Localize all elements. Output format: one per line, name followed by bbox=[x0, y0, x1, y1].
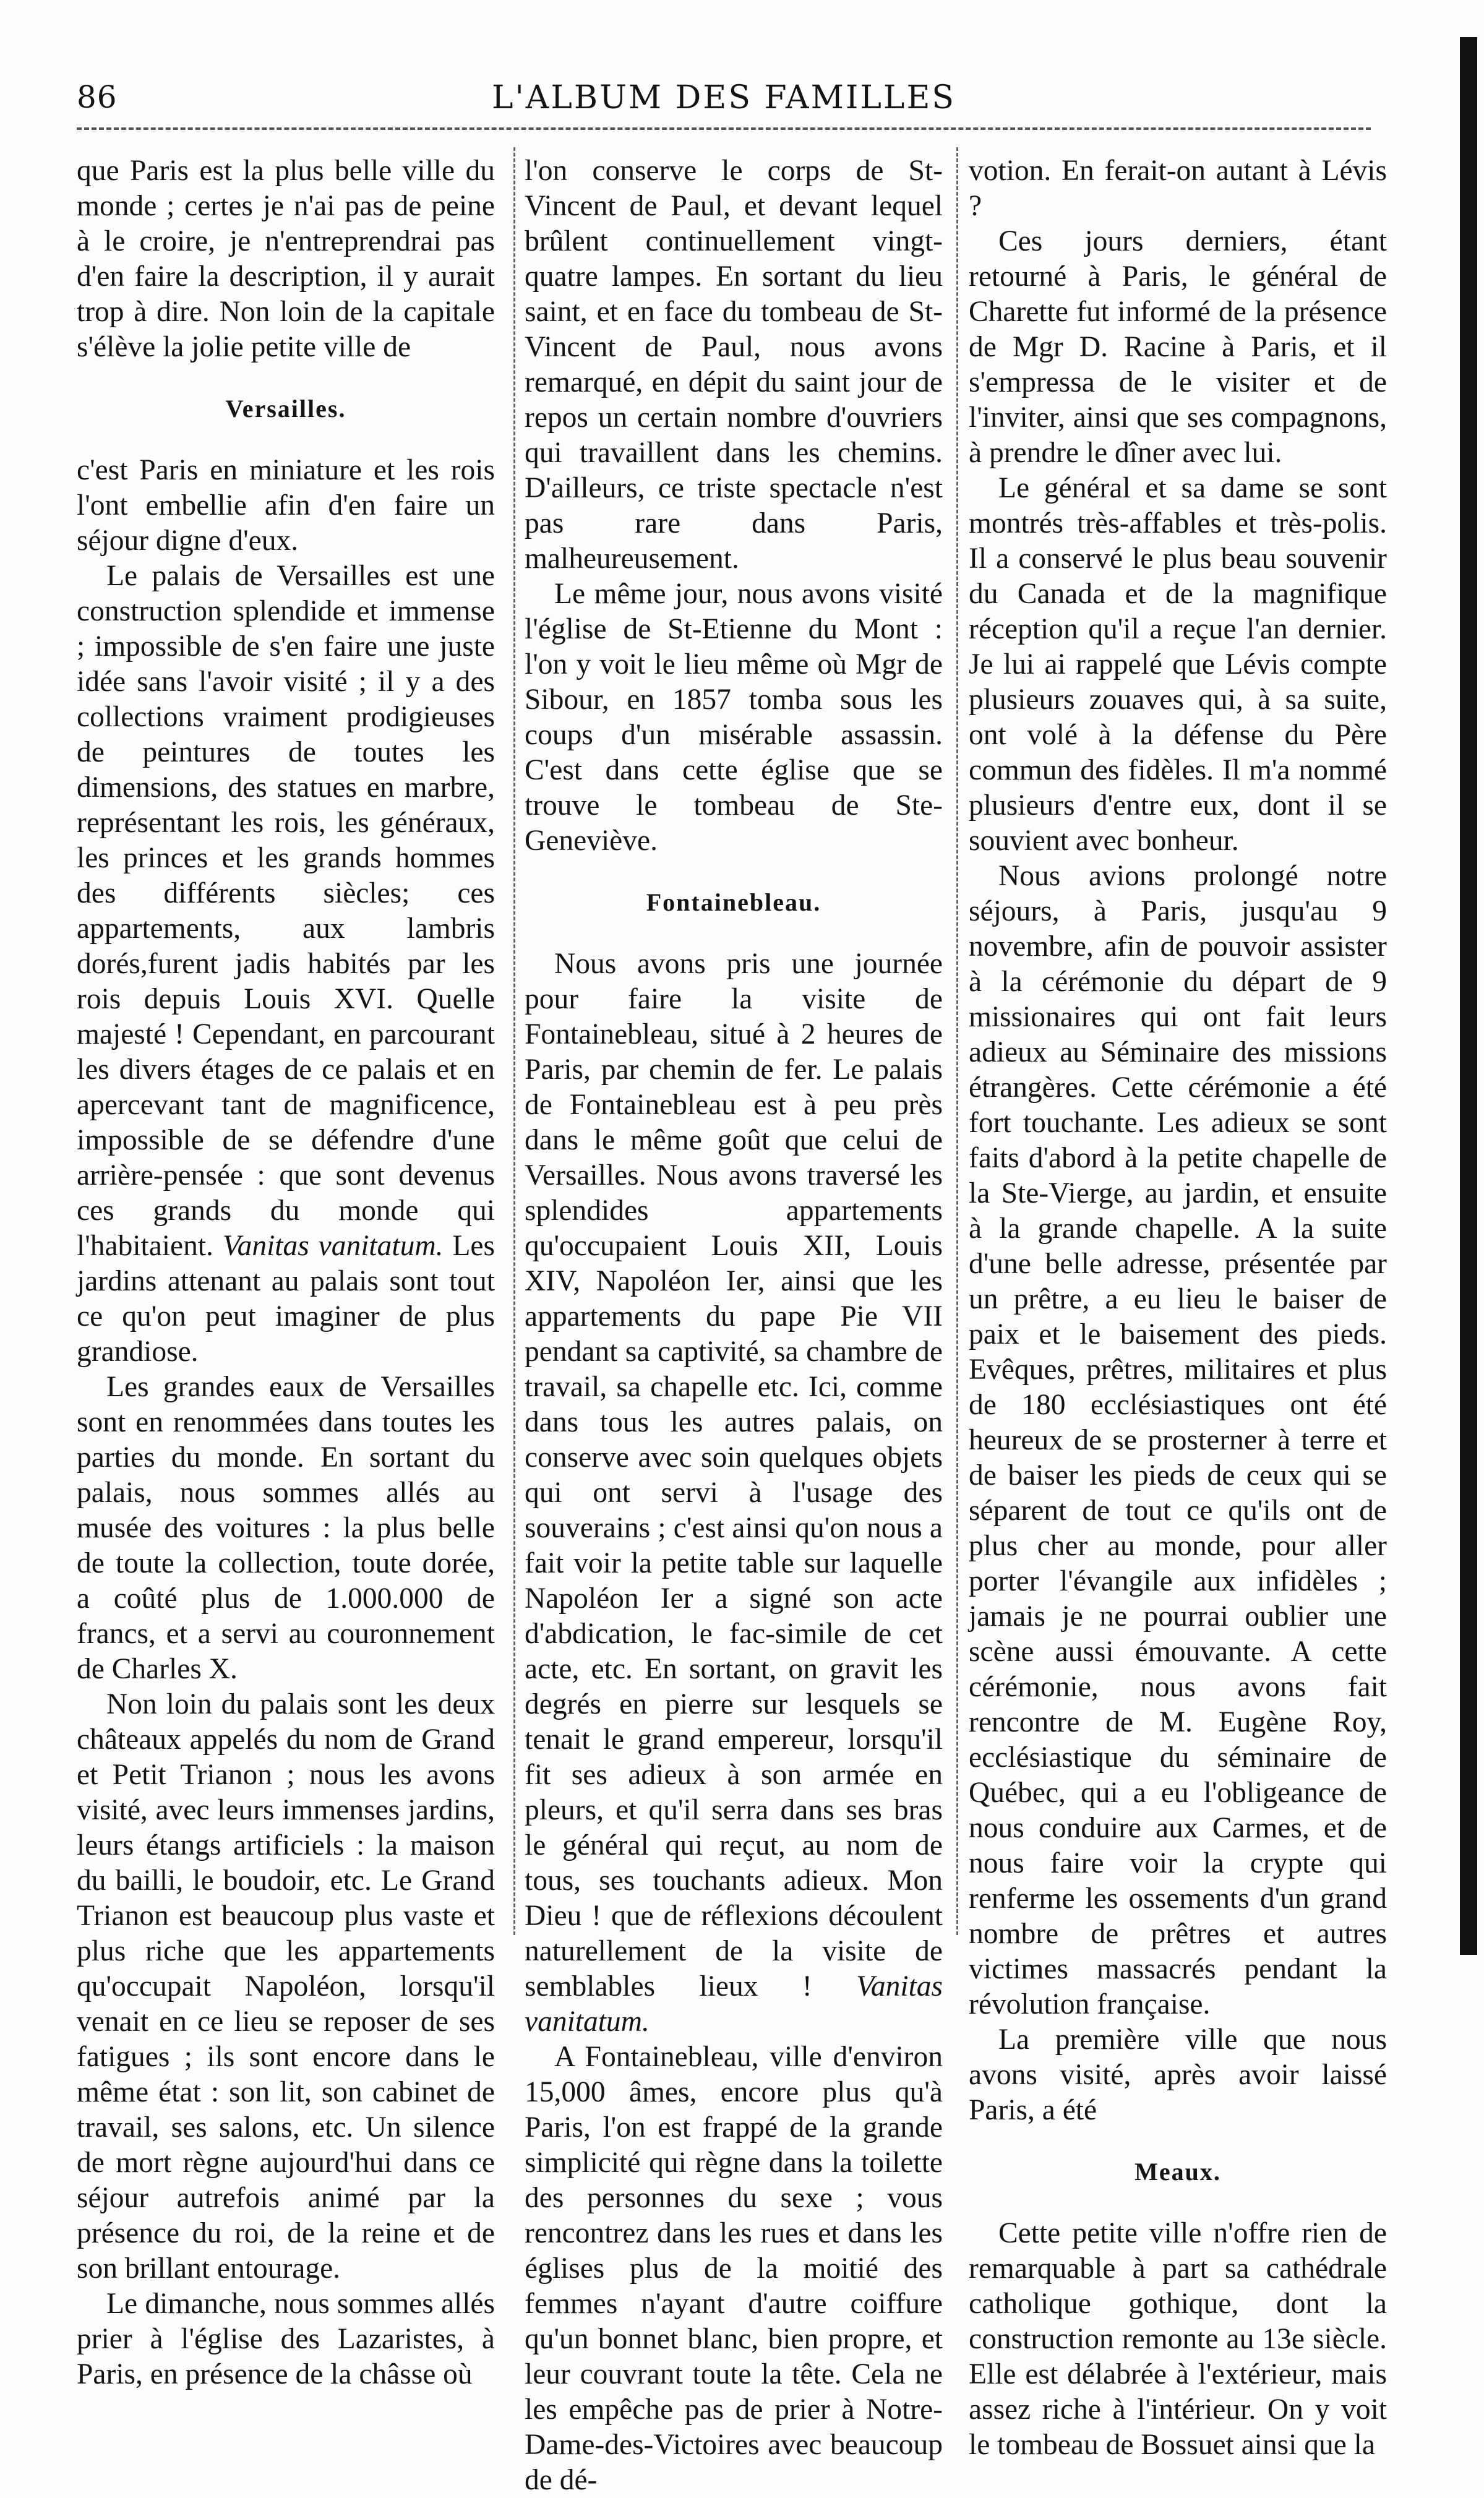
paragraph-text: Les jardins attenant au palais sont tout ce qu'on peut imaginer de plus grandiose. bbox=[77, 1230, 495, 1368]
latin-phrase: Vanitas vanitatum. bbox=[222, 1230, 444, 1262]
paragraph: l'on conserve le corps de St-Vincent de Paul, et devant lequel brûlent continuellement vingt-quatre lampes. En sortant du lieu saint, et en face du tombeau de St-Vincent de Paul, nous avons remarqué, en dépit du saint jour de repos un certain nombre d'ouvriers qui travaillent dans les chemins. D'ailleurs, ce triste spectacle n'est pas rare dans Paris, malheureusement. bbox=[525, 155, 943, 575]
paragraph: A Fontainebleau, ville d'environ 15,000 âmes, encore plus qu'à Paris, l'on est frappé de la grande simplicité qui règne dans la toilette des personnes du sexe ; vous rencontrez dans les rues et dans les églises plus de la moitié des femmes n'ayant d'autre coiffure qu'un bonnet blanc, bien propre, et leur couvrant toute la tête. Cela ne les empêche pas de prier à Notre-Dame-des-Victoires avec beaucoup de dé- bbox=[525, 2041, 943, 2496]
column-separator bbox=[956, 147, 958, 1935]
paragraph: Ces jours derniers, étant retourné à Paris, le général de Charette fut informé de la présence de Mgr D. Racine à Paris, et il s'empressa de le visiter et de l'inviter, ainsi que ses compagnons, à prendre le dîner avec lui. bbox=[969, 225, 1387, 469]
column-3 bbox=[969, 153, 1387, 2461]
column-2 bbox=[525, 153, 943, 2496]
section-heading-versailles: Versailles. bbox=[225, 395, 346, 423]
paragraph: Les grandes eaux de Versailles sont en renommées dans toutes les parties du monde. En sortant du palais, nous sommes allés au musée des voitures : la plus belle de toute la collection, toute dorée, a coûté plus de 1.000.000 de francs, et a servi au couronnement de Charles X. bbox=[77, 1371, 495, 1685]
paragraph: votion. En ferait-on autant à Lévis ? bbox=[969, 155, 1387, 222]
paragraph-text: Le palais de Versailles est une construction splendide et immense ; impossible de s'en faire une juste idée sans l'avoir visité ; il y a des collections vraiment prodigieuses de peintures de toutes les dimensions, des statues en marbre, représentant les rois, les généraux, les princes et les grands hommes des différents siècles; ces appartements, aux lambris dorés,furent jadis habités par les rois depuis Louis XVI. Quelle majesté ! Cependant, en parcourant les divers étages de ce palais et en apercevant tant de magnificence, impossible de se défendre d'une arrière-pensée : que sont devenus ces grands du monde qui l'habitaient. bbox=[77, 560, 495, 1262]
paragraph: Le même jour, nous avons visité l'église de St-Etienne du Mont : l'on y voit le lieu même où Mgr de Sibour, en 1857 tomba sous les coups d'un misérable assassin. C'est dans cette église que se trouve le tombeau de Ste-Geneviève. bbox=[525, 578, 943, 857]
paragraph: Le général et sa dame se sont montrés très-affables et très-polis. Il a conservé le plus beau souvenir du Canada et de la magnifique réception qu'il a reçue l'an dernier. Je lui ai rappelé que Lévis compte plusieurs zouaves qui, à sa suite, ont volé à la défense du Père commun des fidèles. Il m'a nommé plusieurs d'entre eux, dont il se souvient avec bonheur. bbox=[969, 472, 1387, 857]
header-rule bbox=[77, 127, 1371, 130]
paragraph: Le dimanche, nous sommes allés prier à l'église des Lazaristes, à Paris, en présence de la châsse où bbox=[77, 2288, 495, 2390]
section-heading-meaux: Meaux. bbox=[1134, 2158, 1221, 2186]
paragraph: Nous avions prolongé notre séjours, à Paris, jusqu'au 9 novembre, afin de pouvoir assister à la cérémonie du départ de 9 missionaires qui ont fait leurs adieux au Séminaire des missions étrangères. Cette cérémonie a été fort touchante. Les adieux se sont faits d'abord à la petite chapelle de la Ste-Vierge, au jardin, et ensuite à la grande chapelle. A la suite d'une belle adresse, présentée par un prêtre, a eu lieu le baiser de paix et le baisement des pieds. Evêques, prêtres, militaires et plus de 180 ecclésiastiques ont été heureux de se prosterner à terre et de baiser les pieds de ceux qui se séparent de tout ce qu'ils ont de plus cher au monde, pour aller porter l'évangile aux infidèles ; jamais je ne pourrai oublier une scène aussi émouvante. A cette cérémonie, nous avons fait rencontre de M. Eugène Roy, ecclésiastique du séminaire de Québec, qui a eu l'obligeance de nous conduire aux Carmes, et de nous faire voir la crypte qui renferme les ossements d'un grand nombre de prêtres et autres victimes massacrés pendant la révolution française. bbox=[969, 860, 1387, 2020]
paragraph bbox=[525, 946, 943, 2040]
section-heading-fontainebleau: Fontainebleau. bbox=[646, 888, 821, 916]
scan-edge bbox=[1460, 37, 1477, 1955]
column-separator bbox=[513, 147, 515, 1935]
paragraph: Non loin du palais sont les deux châteaux appelés du nom de Grand et Petit Trianon ; nous les avons visité, avec leurs immenses jardins, leurs étangs artificiels : la maison du bailli, le boudoir, etc. Le Grand Trianon est beaucoup plus vaste et plus riche que les appartements qu'occupait Napoléon, lorsqu'il venait en ce lieu se reposer de ses fatigues ; ils sont encore dans le même état : son lit, son cabinet de travail, ses salons, etc. Un silence de mort règne aujourd'hui dans ce séjour autrefois animé par la présence du roi, de la reine et de son brillant entourage. bbox=[77, 1688, 495, 2285]
page-header bbox=[77, 79, 1371, 124]
page-number: 86 bbox=[77, 79, 118, 115]
paragraph-text: Nous avons pris une journée pour faire la visite de Fontainebleau, situé à 2 heures de Paris, par chemin de fer. Le palais de Fontainebleau est à peu près dans le même goût que celui de Versailles. Nous avons traversé les splendides appartements qu'occupaient Louis XII, Louis XIV, Napoléon Ier, ainsi que les appartements du pape Pie VII pendant sa captivité, sa chambre de travail, sa chapelle etc. Ici, comme dans tous les autres palais, on conserve avec soin quelques objets qui ont servi à l'usage des souverains ; c'est ainsi qu'on nous a fait voir la petite table sur laquelle Napoléon Ier a signé son acte d'abdication, le fac-simile de cet acte, etc. En sortant, on gravit les degrés en pierre sur lesquels se tenait le grand empereur, lorsqu'il fit ses adieux à son armée en pleurs, et qu'il serra dans ses bras le général qui reçut, au nom de tous, ses touchants adieux. Mon Dieu ! que de réflexions découlent naturellement de la visite de semblables lieux ! bbox=[525, 948, 943, 2002]
latin-phrase: Vanitas vanitatum. bbox=[525, 1970, 943, 2038]
journal-title: L'ALBUM DES FAMILLES bbox=[491, 79, 956, 116]
column-1 bbox=[77, 153, 495, 2390]
paragraph bbox=[77, 559, 495, 1370]
paragraph: Cette petite ville n'offre rien de remarquable à part sa cathédrale catholique gothique, dont la construction remonte au 13e siècle. Elle est délabrée à l'extérieur, mais assez riche à l'intérieur. On y voit le tombeau de Bossuet ainsi que la bbox=[969, 2217, 1387, 2461]
paragraph: La première ville que nous avons visité, après avoir laissé Paris, a été bbox=[969, 2024, 1387, 2126]
paragraph: c'est Paris en miniature et les rois l'ont embellie afin d'en faire un séjour digne d'eux. bbox=[77, 454, 495, 557]
paragraph: que Paris est la plus belle ville du monde ; certes je n'ai pas de peine à le croire, je n'entreprendrai pas d'en faire la description, il y aurait trop à dire. Non loin de la capitale s'élève la jolie petite ville de bbox=[77, 155, 495, 363]
